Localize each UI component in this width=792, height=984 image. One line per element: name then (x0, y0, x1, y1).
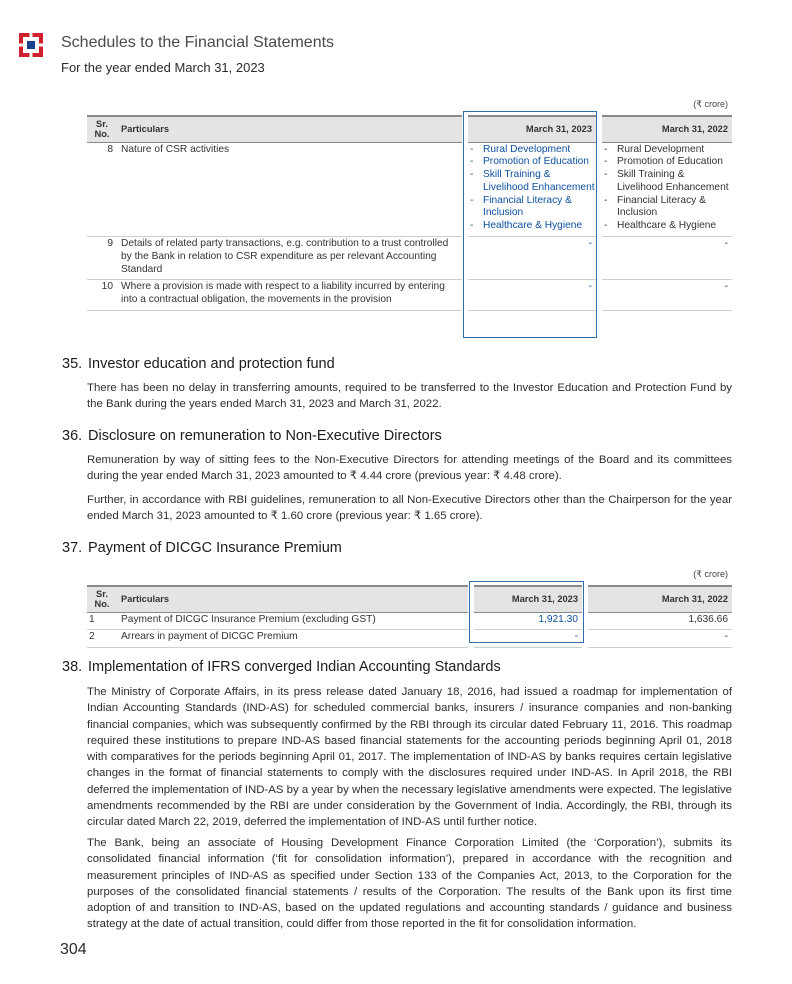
particulars: Nature of CSR activities (117, 142, 462, 237)
header-current-year: March 31, 2023 (474, 586, 582, 612)
bank-logo-icon (19, 33, 43, 57)
table-row (87, 630, 732, 648)
previous-year-value (602, 142, 732, 237)
sr-no: 8 (87, 142, 117, 237)
list-item: - Promotion of Education (602, 156, 732, 169)
section-38-paragraph: The Ministry of Corporate Affairs, in its press release dated January 18, 2016, had issued a roadmap for implementation of Indian Accounting Standards (IND-AS) for scheduled commercial banks, insurers / insurance companies and non-banking financial companies, which was subsequently confirmed by the RBI through its circular dated February 11, 2016. This roadmap required these institutions to prepare IND-AS based financial statements for the accounting periods beginning April 01, 2018 with comparatives for the periods beginning April 01, 2017. The implementation of IND-AS by banks requires certain legislative changes in the format of financial statements to comply with the disclosures required under IND-AS. In April 2018, the RBI deferred the implementation of IND-AS by a year by when the necessary legislative amendments were expected. The legislative amendments recommended by the RBI are under consideration by the Government of India. Accordingly, the RBI, through its circular dated March 22, 2019, deferred the implementation of IND-AS until further notice. (87, 686, 732, 829)
current-year-value (468, 142, 596, 237)
section-35-paragraph: There has been no delay in transferring amounts, required to be transferred to the Investor Education and Protection Fund by the Bank during the years ended March 31, 2023 and March 31, 2022. (87, 382, 732, 411)
list-item: - Healthcare & Hygiene (468, 220, 596, 233)
sr-no: 1 (87, 612, 117, 630)
list-item: - Financial Literacy & Inclusion (468, 195, 596, 221)
table-row (87, 237, 732, 280)
current-year-value: - (468, 237, 596, 280)
particulars: Where a provision is made with respect to a liability incurred by entering into a contractual obligation, the movements in the provision (117, 280, 462, 311)
csr-table-header (87, 116, 732, 142)
table-row (87, 142, 732, 237)
list-item: - Financial Literacy & Inclusion (602, 195, 732, 221)
list-item: - Promotion of Education (468, 156, 596, 169)
section-35-heading: 35. Investor education and protection fund (62, 356, 335, 372)
list-item: - Rural Development (602, 144, 732, 157)
page-header-subtitle: For the year ended March 31, 2023 (61, 60, 265, 75)
header-sr-no: Sr. No. (87, 116, 117, 142)
header-current-year: March 31, 2023 (468, 116, 596, 142)
header-particulars: Particulars (117, 586, 468, 612)
particulars: Payment of DICGC Insurance Premium (excluding GST) (117, 612, 468, 630)
header-previous-year: March 31, 2022 (588, 586, 732, 612)
previous-year-value: - (602, 280, 732, 311)
previous-year-value: - (602, 237, 732, 280)
list-item: - Healthcare & Hygiene (602, 220, 732, 233)
list-item: - Skill Training & Livelihood Enhancement (468, 169, 596, 195)
previous-year-value: 1,636.66 (588, 612, 732, 630)
page-header-title: Schedules to the Financial Statements (61, 34, 335, 51)
dicgc-table-unit: (₹ crore) (693, 569, 728, 579)
page-number: 304 (60, 941, 87, 958)
sr-no: 10 (87, 280, 117, 311)
section-36-paragraph: Further, in accordance with RBI guidelines, remuneration to all Non-Executive Directors other than the Chairperson for the year ended March 31, 2023 amounted to ₹ 1.60 crore (previous year: ₹ 1.65 crore). (87, 494, 732, 523)
list-item: - Skill Training & Livelihood Enhancement (602, 169, 732, 195)
table-row (87, 612, 732, 630)
particulars: Arrears in payment of DICGC Premium (117, 630, 468, 648)
current-year-value: - (474, 630, 582, 648)
csr-table-unit: (₹ crore) (693, 99, 728, 109)
current-year-value: - (468, 280, 596, 311)
header-particulars: Particulars (117, 116, 462, 142)
csr-table (87, 115, 732, 311)
particulars: Details of related party transactions, e.g. contribution to a trust controlled by the Bank in relation to CSR expenditure as per relevant Accounting Standard (117, 237, 462, 280)
list-item: - Rural Development (468, 144, 596, 157)
dicgc-table (87, 585, 732, 648)
header-sr-no: Sr. No. (87, 586, 117, 612)
sr-no: 2 (87, 630, 117, 648)
section-36-paragraph: Remuneration by way of sitting fees to the Non-Executive Directors for attending meetings of the Board and its committees during the year ended March 31, 2023 amounted to ₹ 4.44 crore (previous year: ₹ 4.48 crore). (87, 454, 732, 483)
current-year-value: 1,921.30 (474, 612, 582, 630)
section-38-paragraph: The Bank, being an associate of Housing Development Finance Corporation Limited (the ‘Corporation’), submits its consolidated financial information (‘fit for consolidation information’), prepared in accordance with the recognition and measurement principles of IND-AS as specified under Section 133 of the Companies Act, 2013, to the Corporation for the purposes of the consolidated financial statements / results of the Corporation. The results of the Bank upon its first time adoption of and transition to IND-AS, based on the updated regulations and accounting standards / guidance and business strategy at the date of actual transition, could differ from those reported in the fit for consolidation information. (87, 837, 732, 931)
section-37-heading: 37. Payment of DICGC Insurance Premium (62, 540, 342, 556)
table-row (87, 280, 732, 311)
sr-no: 9 (87, 237, 117, 280)
section-36-heading: 36. Disclosure on remuneration to Non-Executive Directors (62, 428, 442, 444)
header-previous-year: March 31, 2022 (602, 116, 732, 142)
previous-year-value: - (588, 630, 732, 648)
dicgc-table-header (87, 586, 732, 612)
section-38-heading: 38. Implementation of IFRS converged Indian Accounting Standards (62, 659, 501, 675)
